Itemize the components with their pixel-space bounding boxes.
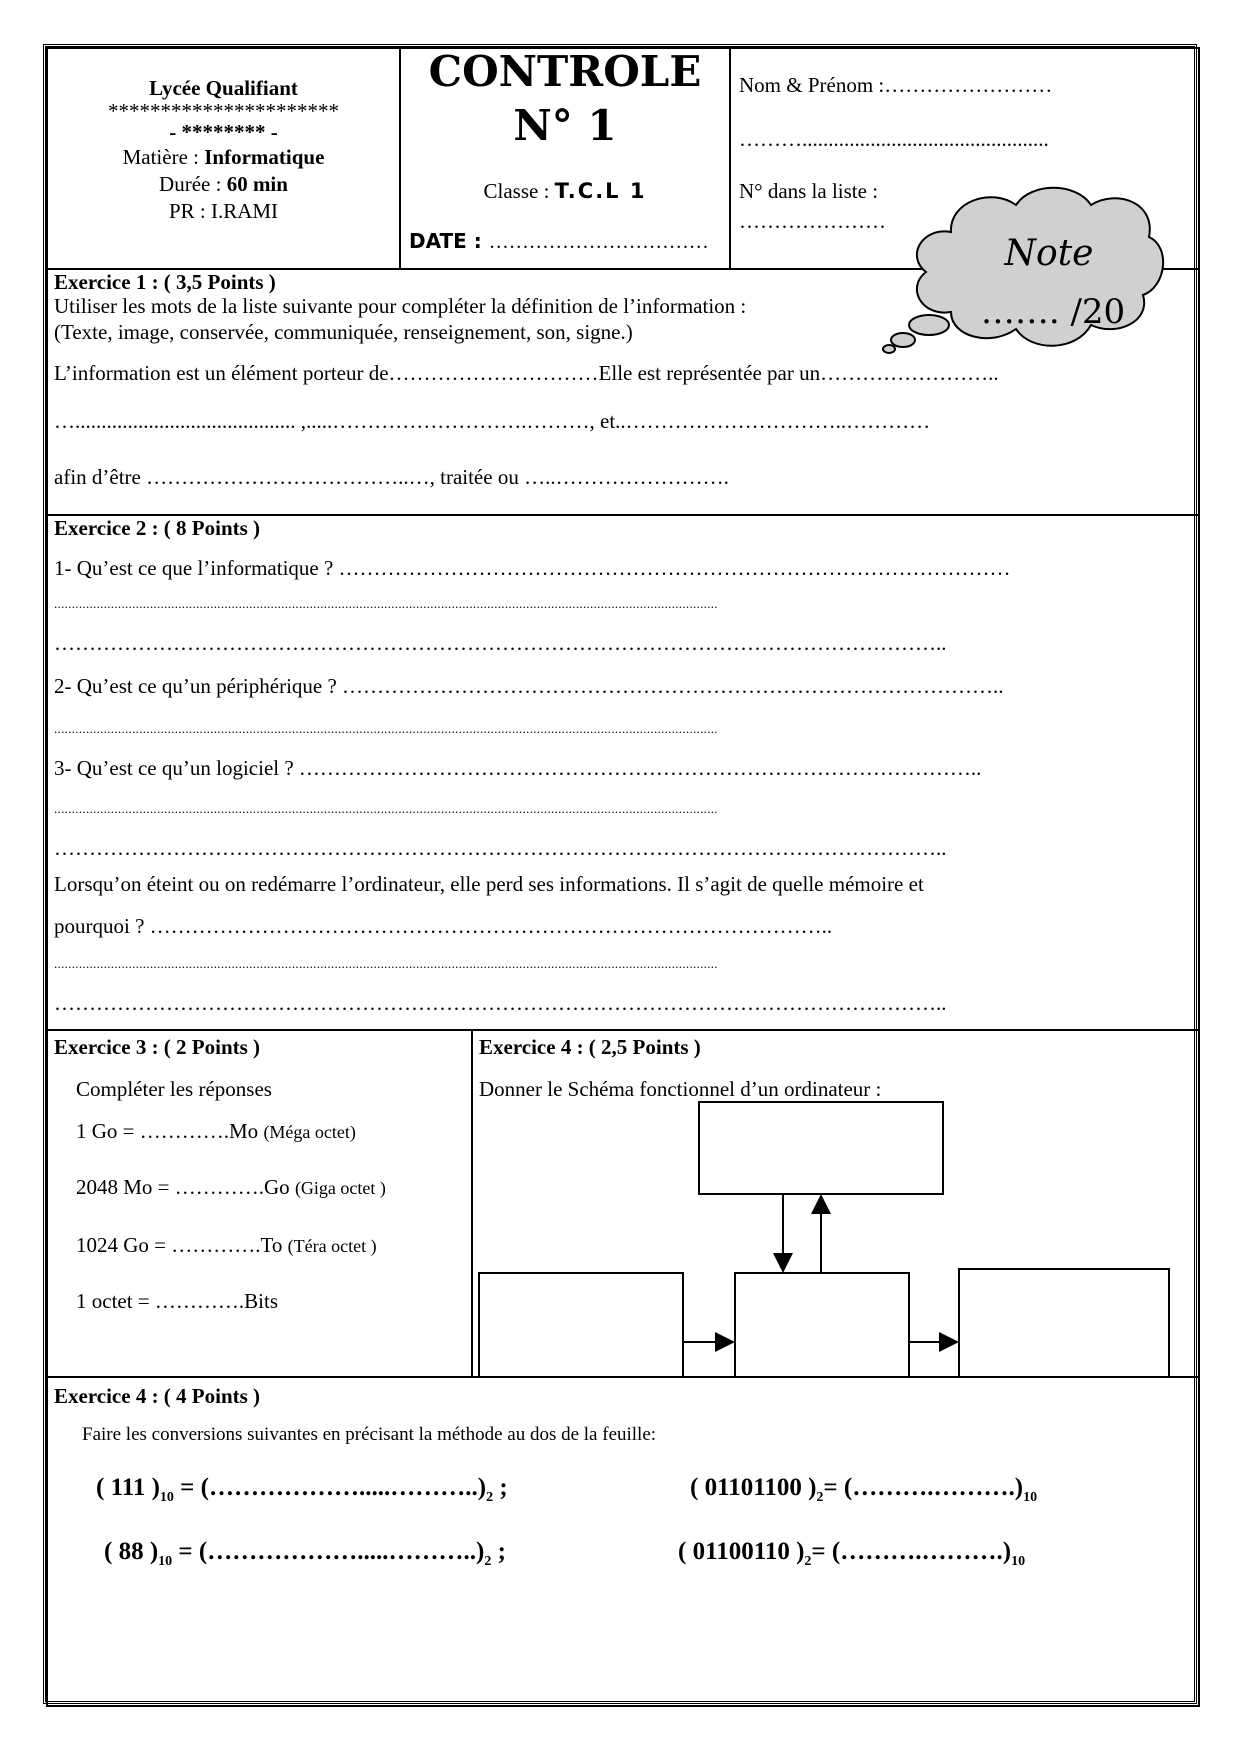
answer-line[interactable]: ........................................................................................................................................................................................... — [54, 596, 718, 611]
answer-line[interactable]: ……………………………………………………………………………………………………………….. — [54, 836, 947, 860]
answer-line[interactable]: ........................................................................................................................................................................................... — [54, 721, 718, 736]
exercise-1-instruction: Utiliser les mots de la liste suivante pour compléter la définition de l’information : — [54, 294, 747, 318]
conversion-row[interactable]: 1024 Go = ………….To (Téra octet ) — [76, 1233, 377, 1257]
dash-line: - ******** - — [169, 120, 278, 144]
exercise-2-question-1[interactable]: 1- Qu’est ce que l’informatique ? …………………………………………………………………………………… — [54, 556, 1011, 580]
school-name: Lycée Qualifiant — [149, 76, 298, 100]
note-label: Note — [1004, 233, 1094, 274]
stars-line: ********************** — [108, 99, 339, 123]
teacher-line: PR : I.RAMI — [168, 199, 279, 223]
name-field[interactable]: Nom & Prénom :…………………… — [739, 73, 1053, 97]
note-value: ……. /20 — [980, 292, 1126, 332]
list-number-label: N° dans la liste : — [739, 179, 879, 203]
conversion-2[interactable]: ( 01101100 )$_2=$ $(\dots\dots\dots.\dots\dots\dots.)_{10}$ — [690, 1474, 1038, 1505]
exercise-conversions — [46, 1376, 1200, 1707]
exercise-4-title: Exercice 4 : ( 2,5 Points ) — [479, 1035, 701, 1059]
exercise-conversions-instruction: Faire les conversions suivantes en précisant la méthode au dos de la feuille: — [82, 1424, 657, 1445]
exercise-2-title: Exercice 2 : ( 8 Points ) — [54, 516, 261, 540]
exam-sheet — [43, 44, 1197, 1704]
exercise-2-question-4b[interactable]: pourquoi ? …………………………………………………………………………………….. — [54, 914, 833, 938]
output-box — [959, 1269, 1169, 1378]
note-cloud-icon — [881, 177, 1171, 367]
duration-line: Durée : 60 min — [159, 172, 288, 196]
exercise-2-question-3[interactable]: 3- Qu’est ce qu’un logiciel ? …………………………………………………………………………………….. — [54, 756, 982, 780]
exercise-1-title: Exercice 1 : ( 3,5 Points ) — [54, 270, 276, 294]
functional-diagram — [471, 1029, 1200, 1378]
conversion-row[interactable]: 2048 Mo = ………….Go (Giga octet ) — [76, 1175, 386, 1199]
exam-title: CONTROLE — [428, 47, 702, 96]
answer-line[interactable]: ........................................................................................................................................................................................... — [54, 956, 718, 971]
name-field-continued[interactable]: ………............................................... — [739, 127, 1049, 151]
exercise-1-line-3[interactable]: afin d’être ………………………………..…, traitée ou …..……………………. — [54, 465, 729, 489]
conversion-4[interactable]: ( 01100110 )$_2=$ $(\dots\dots\dots.\dots\dots\dots.)_{10}$ — [678, 1538, 1026, 1569]
exercise-1-line-2[interactable]: ….......................................... ,.....……………………….………, et..…………………………..………… — [54, 409, 931, 433]
answer-line[interactable]: ……………………………………………………………………………………………………………….. — [54, 991, 947, 1015]
class-line: Classe : T.C.L 1 — [483, 179, 647, 203]
exam-number: N° 1 — [513, 101, 617, 150]
exercise-3 — [46, 1029, 473, 1378]
input-box — [479, 1273, 683, 1378]
exercise-4-instruction: Donner le Schéma fonctionnel d’un ordinateur : — [479, 1077, 882, 1101]
exercise-conversions-title: Exercice 4 : ( 4 Points ) — [54, 1384, 261, 1408]
exercise-3-instruction: Compléter les réponses — [76, 1077, 272, 1101]
exercise-2 — [46, 514, 1200, 1031]
exercise-4-schema — [471, 1029, 1200, 1378]
header-title-cell — [399, 47, 731, 270]
date-line: DATE : …………………………… — [409, 229, 709, 253]
exercise-1-word-list: (Texte, image, conservée, communiquée, renseignement, son, signe.) — [54, 320, 633, 344]
subject-line: Matière : Informatique — [122, 145, 325, 169]
conversion-row[interactable]: 1 Go = ………….Mo (Méga octet) — [76, 1119, 356, 1143]
conversion-3[interactable]: ( 88 )$_{10}$ = $(\dots\dots\dots\dots\dots\dots.....\dots\dots\dots..)_2$ ; — [104, 1538, 506, 1569]
header-school-cell — [46, 47, 401, 270]
conversion-1[interactable]: ( 111 )$_{10}$ = $(\dots\dots\dots\dots\dots\dots.....\dots\dots\dots..)_2$ ; — [96, 1474, 508, 1505]
exercise-1-line-1[interactable]: L’information est un élément porteur de…………………………Elle est représentée par un…………………….. — [54, 361, 999, 385]
exercise-3-title: Exercice 3 : ( 2 Points ) — [54, 1035, 261, 1059]
answer-line[interactable]: ……………………………………………………………………………………………………………….. — [54, 631, 947, 655]
list-number-field[interactable]: ………………… — [739, 209, 886, 233]
cpu-box — [735, 1273, 909, 1378]
memory-box — [699, 1102, 943, 1194]
answer-line[interactable]: ........................................................................................................................................................................................... — [54, 801, 718, 816]
exercise-2-question-2[interactable]: 2- Qu’est ce qu’un périphérique ? ………………………………………………………………………………….. — [54, 674, 1004, 698]
exercise-2-question-4a: Lorsqu’on éteint ou on redémarre l’ordinateur, elle perd ses informations. Il s’agit de quelle mémoire et — [54, 872, 924, 896]
conversion-row[interactable]: 1 octet = ………….Bits — [76, 1289, 279, 1313]
